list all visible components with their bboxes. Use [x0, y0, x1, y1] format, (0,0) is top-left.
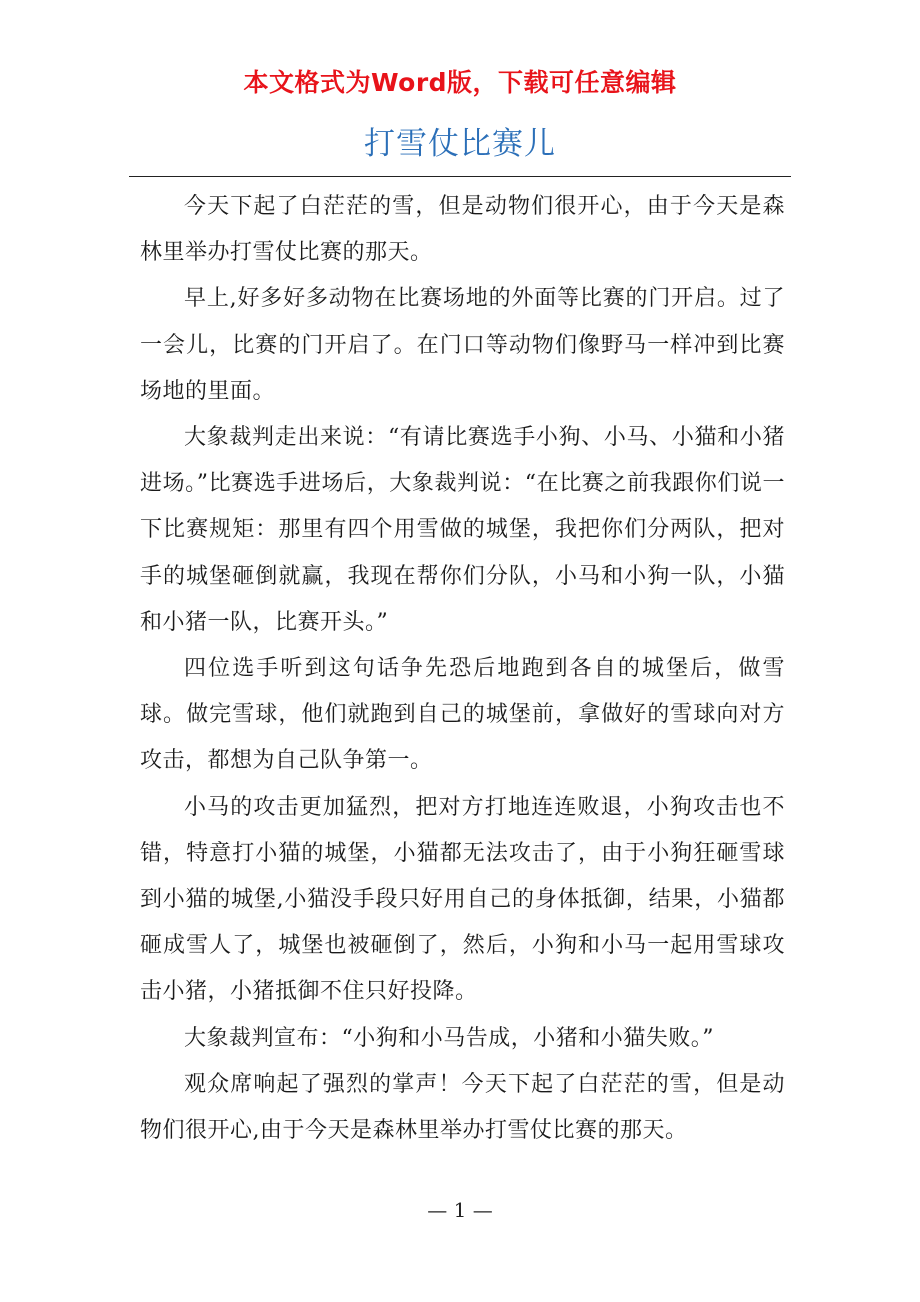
document-title: 打雪仗比赛儿 — [364, 126, 556, 162]
page-number: — 1 — — [427, 1198, 493, 1222]
title-divider — [129, 176, 791, 177]
paragraph-2: 早上,好多好多动物在比赛场地的外面等比赛的门开启。过了一会儿，比赛的门开启了。在门口等动物们像野马一样冲到比赛场地的里面。 — [140, 286, 785, 404]
paragraph-5: 小马的攻击更加猛烈，把对方打地连连败退，小狗攻击也不错，特意打小猫的城堡，小猫都无法攻击了，由于小狗狂砸雪球到小猫的城堡,小猫没手段只好用自己的身体抵御，结果，小猫都砸成雪人了，城堡也被砸倒了，然后，小狗和小马一起用雪球攻击小猪，小猪抵御不住只好投降。 — [140, 794, 785, 1005]
paragraph-6: 大象裁判宣布：“小狗和小马告成，小猪和小猫失败。” — [184, 1025, 714, 1051]
document-body — [140, 184, 785, 1154]
paragraph-1: 今天下起了白茫茫的雪，但是动物们很开心，由于今天是森林里举办打雪仗比赛的那天。 — [140, 194, 785, 266]
paragraph-3: 大象裁判走出来说：“有请比赛选手小狗、小马、小猫和小猪进场。”比赛选手进场后，大象裁判说：“在比赛之前我跟你们说一下比赛规矩：那里有四个用雪做的城堡，我把你们分两队，把对手的城堡砸倒就赢，我现在帮你们分队，小马和小狗一队，小猫和小猪一队，比赛开头。” — [140, 425, 785, 635]
paragraph-7: 观众席响起了强烈的掌声！今天下起了白茫茫的雪，但是动物们很开心,由于今天是森林里举办打雪仗比赛的那天。 — [140, 1071, 785, 1144]
paragraph-4: 四位选手听到这句话争先恐后地跑到各自的城堡后，做雪球。做完雪球，他们就跑到自己的城堡前，拿做好的雪球向对方攻击，都想为自己队争第一。 — [140, 656, 785, 774]
format-notice-banner: 本文格式为Word版，下载可任意编辑 — [243, 68, 677, 97]
